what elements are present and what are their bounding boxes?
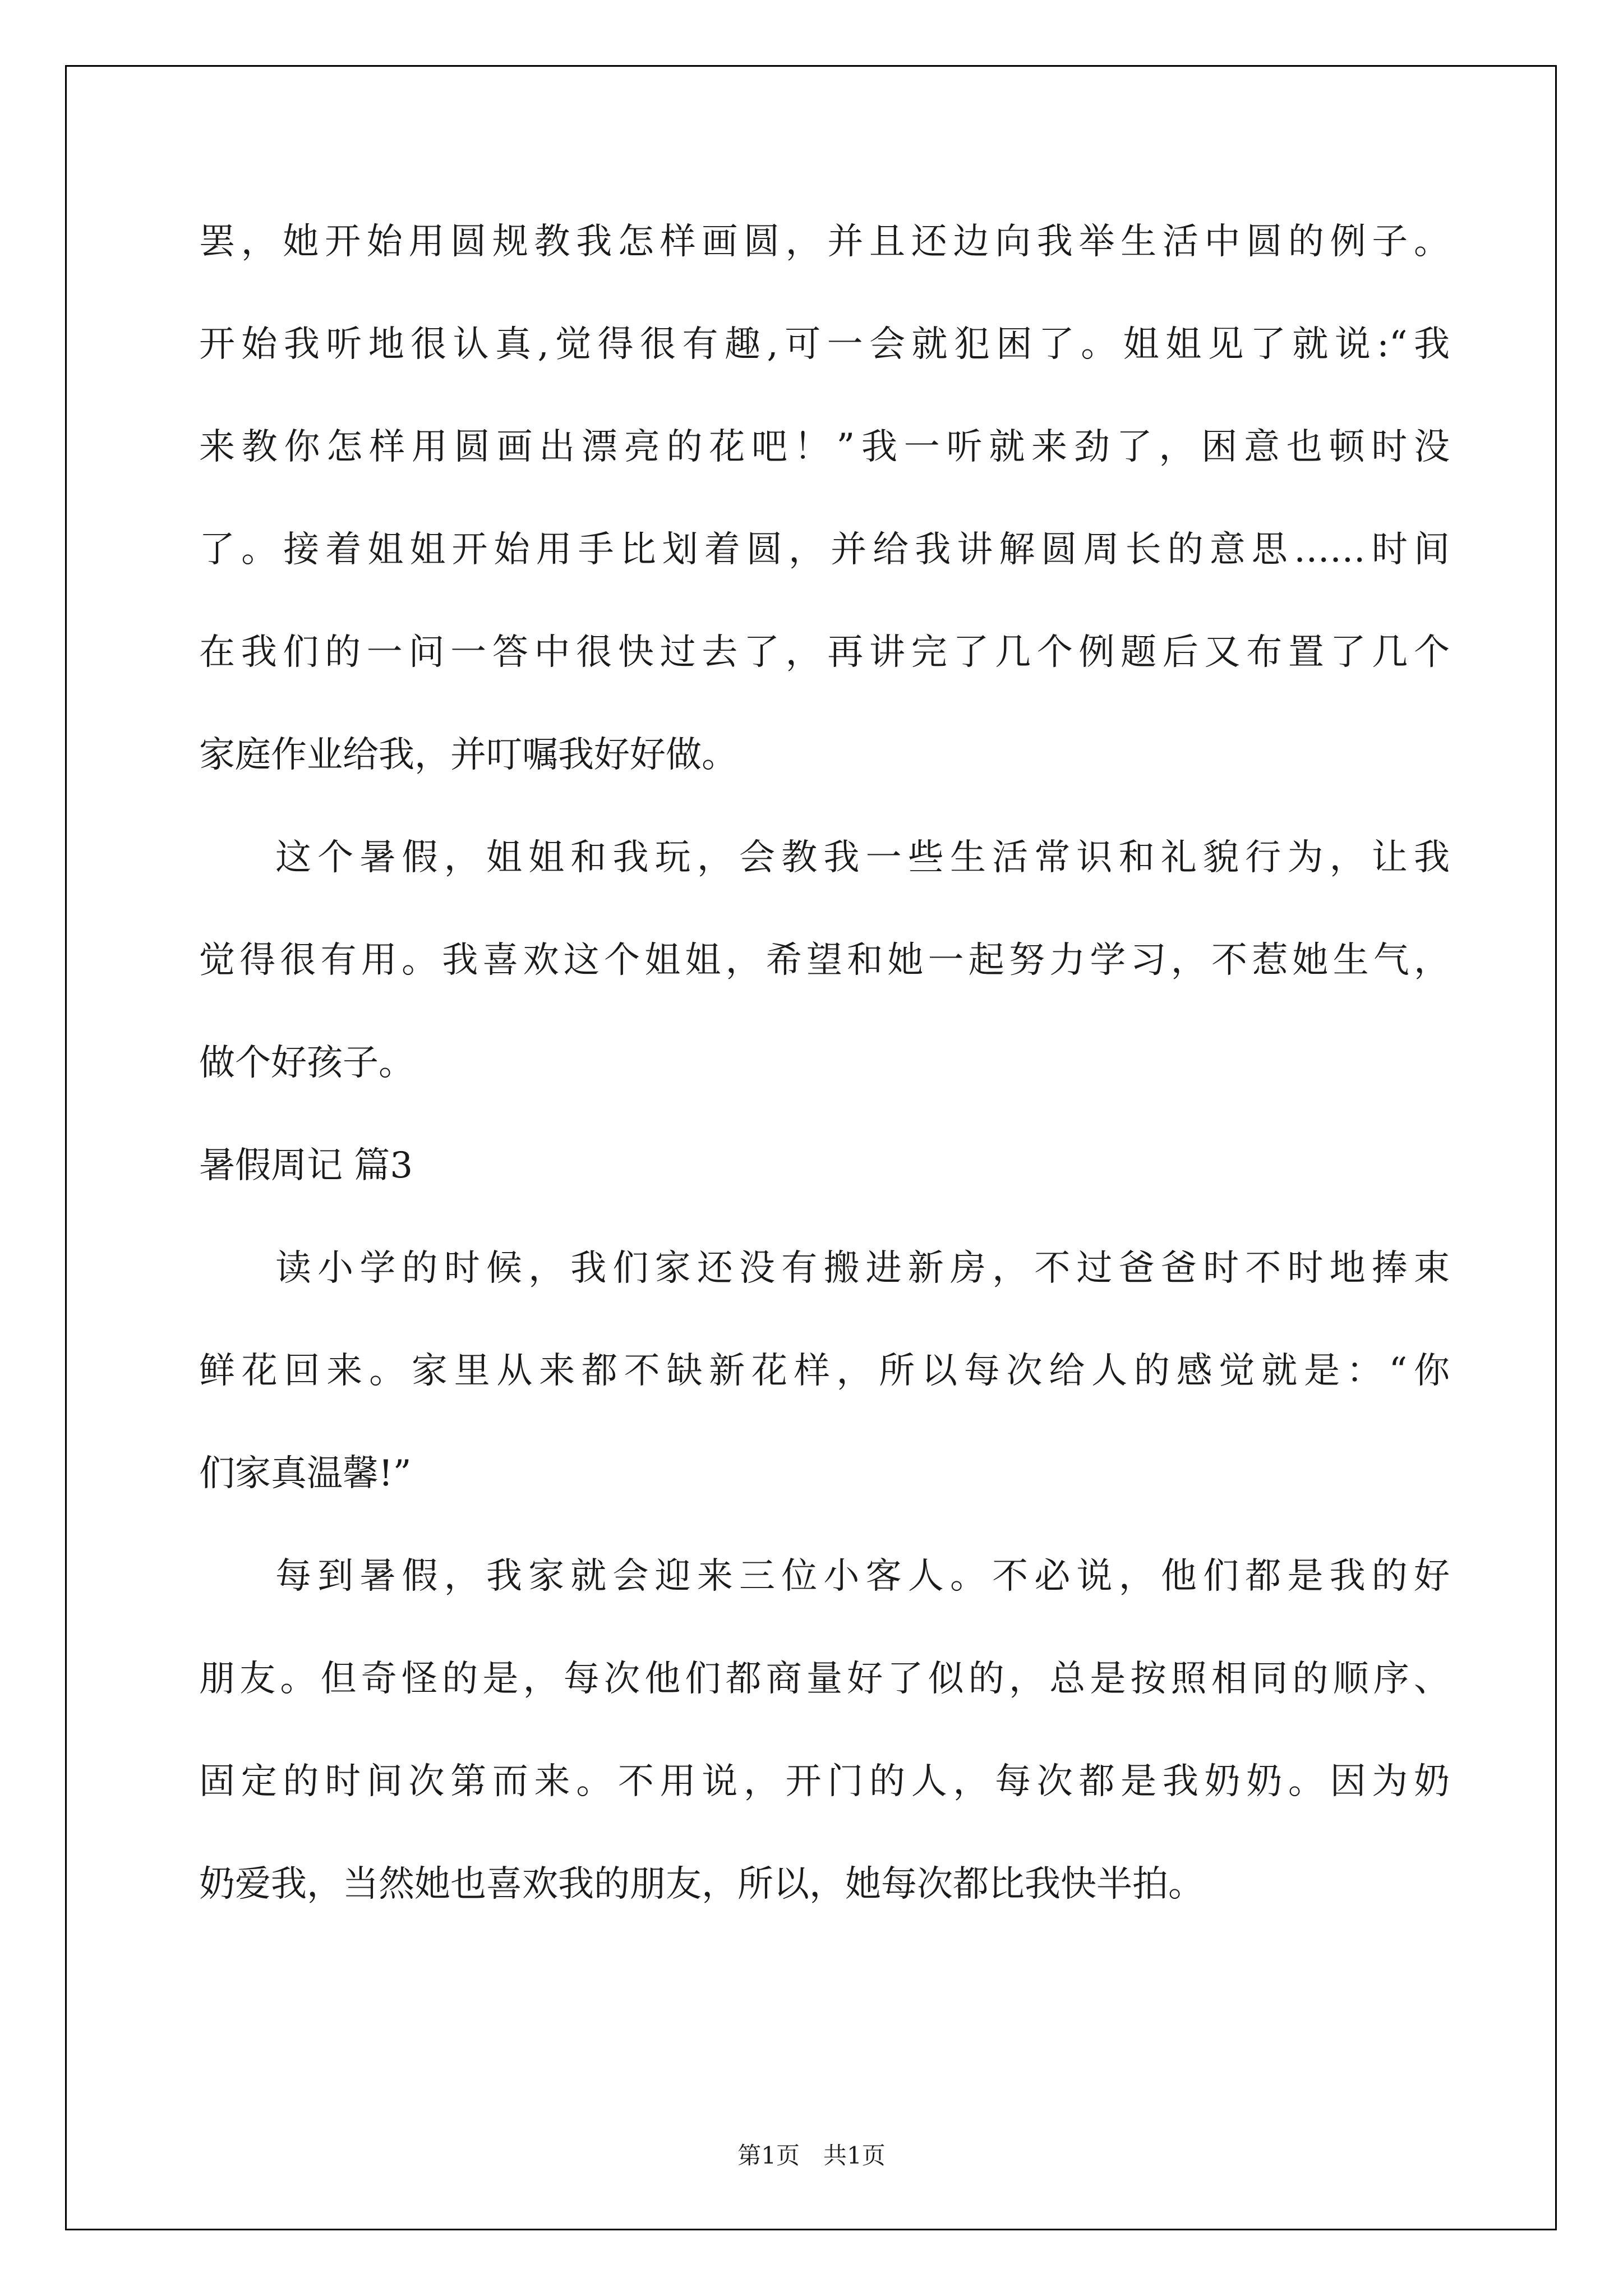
- text-line: 了。接着姐姐开始用手比划着圆，并给我讲解圆周长的意思……时间: [199, 529, 1450, 570]
- paragraph-start-line: 读小学的时候，我们家还没有搬进新房，不过爸爸时不时地捧束: [275, 1248, 1450, 1289]
- text-line: 来教你怎样用圆画出漂亮的花吧！”我一听就来劲了，困意也顿时没: [199, 426, 1450, 468]
- text-line: 鲜花回来。家里从来都不缺新花样，所以每次给人的感觉就是：“你: [199, 1350, 1450, 1392]
- page-footer: 第1页 共1页: [737, 2142, 886, 2169]
- text-line: 做个好孩子。: [199, 1042, 414, 1084]
- text-line: 奶爱我，当然她也喜欢我的朋友，所以，她每次都比我快半拍。: [199, 1864, 1204, 1905]
- text-line: 罢，她开始用圆规教我怎样画圆，并且还边向我举生活中圆的例子。: [199, 221, 1450, 263]
- document-body: [199, 191, 1450, 1936]
- text-line: 家庭作业给我，并叮嘱我好好做。: [199, 734, 737, 776]
- text-line: 开始我听地很认真,觉得很有趣,可一会就犯困了。姐姐见了就说:“我: [199, 324, 1450, 365]
- text-line: 朋友。但奇怪的是，每次他们都商量好了似的，总是按照相同的顺序、: [199, 1658, 1450, 1700]
- section-heading: 暑假周记 篇3: [199, 1145, 413, 1186]
- text-line: 觉得很有用。我喜欢这个姐姐，希望和她一起努力学习，不惹她生气，: [199, 940, 1450, 981]
- text-line: 固定的时间次第而来。不用说，开门的人，每次都是我奶奶。因为奶: [199, 1761, 1450, 1802]
- text-line: 在我们的一问一答中很快过去了，再讲完了几个例题后又布置了几个: [199, 632, 1450, 673]
- paragraph-start-line: 这个暑假，姐姐和我玩，会教我一些生活常识和礼貌行为，让我: [275, 837, 1450, 878]
- text-line: 们家真温馨!”: [199, 1453, 412, 1494]
- paragraph-start-line: 每到暑假，我家就会迎来三位小客人。不必说，他们都是我的好: [275, 1556, 1450, 1597]
